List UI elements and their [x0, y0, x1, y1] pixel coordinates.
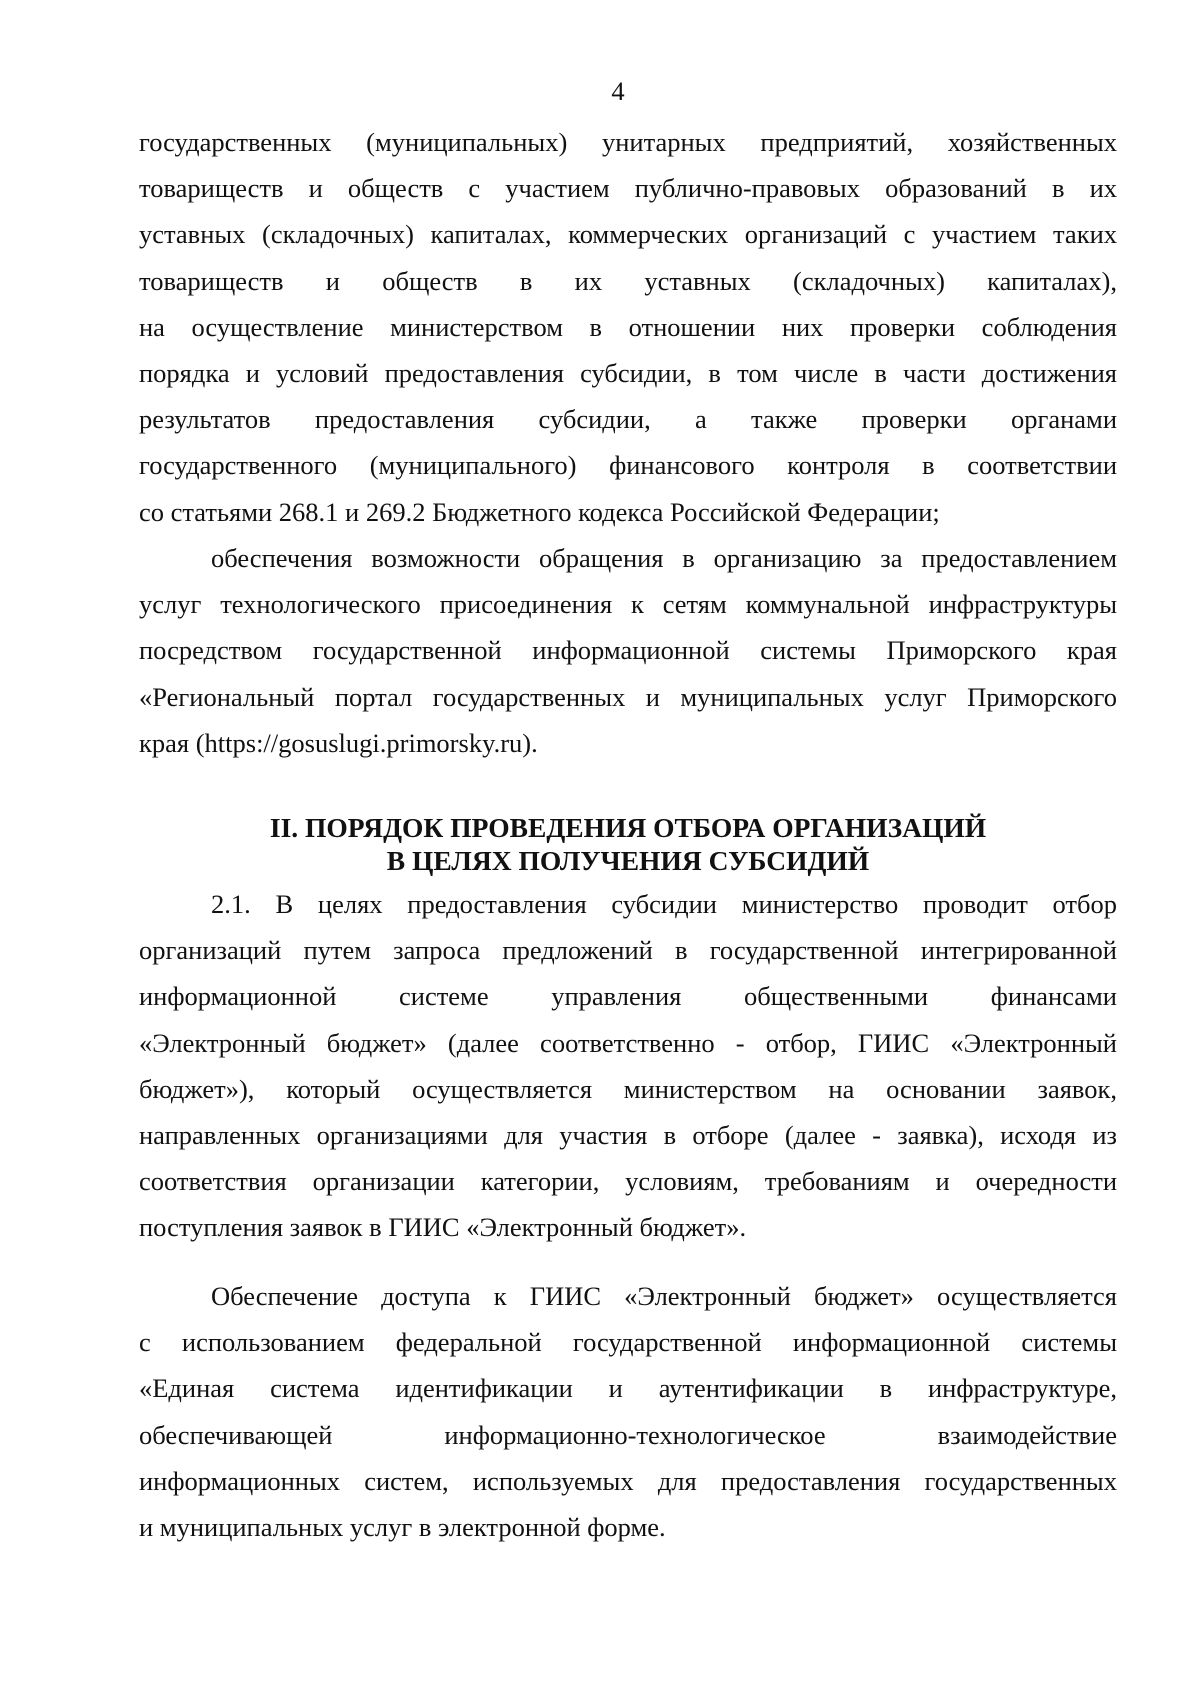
text-line: 2.1. В целях предоставления субсидии министерство проводит отбор: [211, 889, 1117, 919]
text-line: уставных (складочных) капиталах, коммерческих организаций с участием таких: [139, 219, 1117, 250]
section-heading-line: В ЦЕЛЯХ ПОЛУЧЕНИЯ СУБСИДИЙ: [386, 845, 870, 876]
section-heading: [139, 811, 1117, 877]
text-line: Обеспечение доступа к ГИИС «Электронный бюджет» осуществляется: [211, 1281, 1117, 1311]
access-services-paragraph: [139, 535, 1117, 766]
section-heading-line: II. ПОРЯДОК ПРОВЕДЕНИЯ ОТБОРА ОРГАНИЗАЦИЙ: [269, 812, 987, 843]
text-line: государственных (муниципальных) унитарных предприятий, хозяйственных: [139, 127, 1117, 157]
text-line: информационной системе управления общественными финансами: [139, 981, 1117, 1012]
text-line: обеспечения возможности обращения в организацию за предоставлением: [211, 543, 1117, 573]
text-line: результатов предоставления субсидии, а также проверки органами: [139, 404, 1117, 435]
text-line: товариществ и обществ в их уставных (складочных) капиталах),: [139, 265, 1117, 296]
text-line: посредством государственной информационной системы Приморского края: [139, 635, 1117, 666]
text-line: соответствия организации категории, условиям, требованиям и очередности: [139, 1166, 1117, 1197]
gis-access-paragraph: [139, 1273, 1117, 1550]
text-line: государственного (муниципального) финансового контроля в соответствии: [139, 450, 1117, 481]
text-line: бюджет»), который осуществляется министерством на основании заявок,: [139, 1073, 1117, 1104]
text-line: обеспечивающей информационно-технологическое взаимодействие: [139, 1419, 1117, 1450]
text-line: «Единая система идентификации и аутентификации в инфраструктуре,: [139, 1373, 1117, 1404]
clause-2-1-paragraph: [139, 881, 1117, 1251]
text-line: «Региональный портал государственных и муниципальных услуг Приморского: [139, 681, 1117, 712]
page-number: 4: [611, 76, 625, 106]
text-line: порядка и условий предоставления субсидии, в том числе в части достижения: [139, 358, 1117, 389]
text-line: со статьями 268.1 и 269.2 Бюджетного кодекса Российской Федерации;: [139, 496, 940, 527]
text-line: «Электронный бюджет» (далее соответственно - отбор, ГИИС «Электронный: [139, 1027, 1117, 1058]
text-line: на осуществление министерством в отношении них проверки соблюдения: [139, 311, 1117, 342]
text-line: товариществ и обществ с участием публично-правовых образований в их: [139, 173, 1117, 204]
text-line: информационных систем, используемых для предоставления государственных: [139, 1465, 1117, 1496]
text-line: с использованием федеральной государственной информационной системы: [139, 1327, 1117, 1358]
text-line: услуг технологического присоединения к сетям коммунальной инфраструктуры: [139, 589, 1117, 620]
text-line: и муниципальных услуг в электронной форме.: [139, 1512, 666, 1543]
text-line: края (https://gosuslugi.primorsky.ru).: [139, 727, 538, 758]
continuation-paragraph: [139, 119, 1117, 535]
text-line: поступления заявок в ГИИС «Электронный бюджет».: [139, 1212, 747, 1243]
text-line: направленных организациями для участия в отборе (далее - заявка), исходя из: [139, 1120, 1117, 1151]
text-line: организаций путем запроса предложений в государственной интегрированной: [139, 935, 1117, 966]
